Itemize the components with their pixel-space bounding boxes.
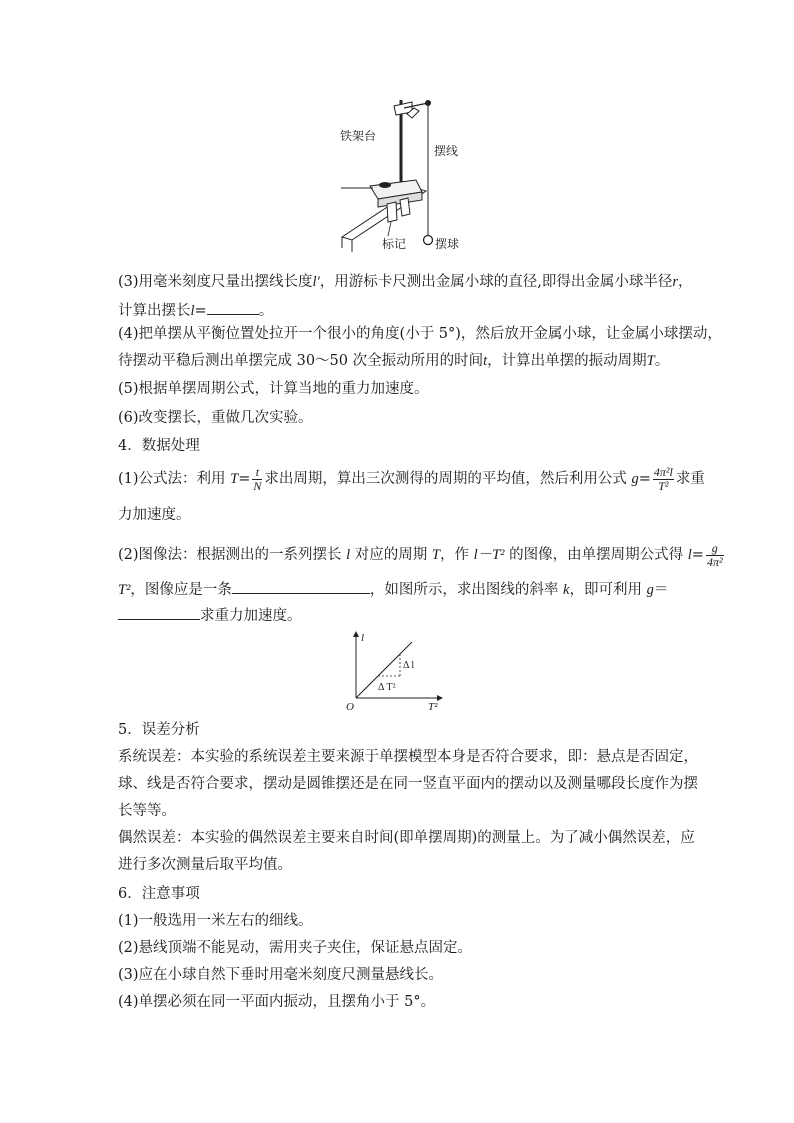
label-mark: 标记 (382, 237, 407, 251)
random-error-line-2: 进行多次测量后取平均值。 (118, 857, 292, 873)
pendulum-apparatus-figure (330, 96, 480, 254)
answer-blank-pendulum-length[interactable] (207, 299, 259, 315)
label-iron-stand: 铁架台 (340, 129, 377, 143)
section-5-heading: 5．误差分析 (118, 722, 200, 738)
fraction-g-over-4pi2: $\frac{g}{\text{4π²}}$ (706, 540, 723, 569)
step-4-line-2: 待摆动平稳后测出单摆完成 30～50 次全振动所用的时间t，计算出单摆的振动周期T。 (118, 353, 670, 369)
y-axis-label: l (361, 632, 365, 644)
formula-method-line-1: (1)公式法：利用 T= $\frac{t}{N}$ 求出周期，算出三次测得的周期的平均值，然后利用公式 g= $\frac{\text{4π²l}}{\text{T²}}$ 求重 (118, 464, 705, 493)
section-6-heading: 6．注意事项 (118, 886, 200, 902)
system-error-line-3: 长等等。 (118, 803, 176, 819)
label-pendulum-ball: 摆球 (435, 237, 460, 251)
graph-method-line-1: (2)图像法：根据测出的一系列摆长 l 对应的周期 T，作 l－T² 的图像，由单摆周期公式得 l= $\frac{g}{\text{4π²}}$ (118, 540, 723, 569)
fraction-t-over-N: $\frac{t}{N}$ (253, 464, 262, 493)
system-error-line-1: 系统误差：本实验的系统误差主要来源于单摆模型本身是否符合要求，即：悬点是否固定， (118, 749, 698, 765)
system-error-line-2: 球、线是否符合要求，摆动是圆锥摆还是在同一竖直平面内的摆动以及测量哪段长度作为摆 (118, 776, 698, 792)
graph-method-line-2: T²，图像应是一条 ，如图所示，求出图线的斜率 k，即可利用 g＝ (118, 578, 668, 600)
note-item: (1)一般选用一米左右的细线。 (118, 913, 313, 929)
step-4-line-1: (4)把单摆从平衡位置处拉开一个很小的角度(小于 5°)，然后放开金属小球，让金属小球摆动， (118, 326, 722, 342)
label-pendulum-string: 摆线 (434, 144, 459, 158)
step-3-line-2: 计算出摆长l= 。 (118, 299, 273, 321)
fraction-g-formula: $\frac{\text{4π²l}}{\text{T²}}$ (653, 464, 673, 493)
note-item: (2)悬线顶端不能晃动，需用夹子夹住，保证悬点固定。 (118, 940, 473, 956)
origin-label: O (346, 701, 354, 713)
note-item: (3)应在小球自然下垂时用毫米刻度尺测量悬线长。 (118, 967, 444, 983)
l-vs-T2-graph (344, 628, 448, 714)
answer-blank-g-expression[interactable] (118, 604, 200, 620)
x-axis-label: T² (428, 701, 438, 713)
step-3-line-1: (3)用毫米刻度尺量出摆线长度l′，用游标卡尺测出金属小球的直径,即得出金属小球半径r， (118, 274, 693, 290)
delta-T2-label: Δ T² (378, 682, 396, 693)
delta-l-label: Δ l (403, 660, 415, 671)
graph-method-line-3: 求重力加速度。 (118, 604, 302, 626)
random-error-line-1: 偶然误差：本实验的偶然误差主要来自时间(即单摆周期)的测量上。为了减小偶然误差，应 (118, 830, 695, 846)
step-6: (6)改变摆长，重做几次实验。 (118, 410, 313, 426)
step-5: (5)根据单摆周期公式，计算当地的重力加速度。 (118, 381, 429, 397)
answer-blank-line-type[interactable] (232, 578, 370, 594)
formula-method-line-2: 力加速度。 (118, 507, 191, 523)
section-4-heading: 4．数据处理 (118, 438, 200, 454)
note-item: (4)单摆必须在同一平面内振动，且摆角小于 5°。 (118, 994, 436, 1010)
